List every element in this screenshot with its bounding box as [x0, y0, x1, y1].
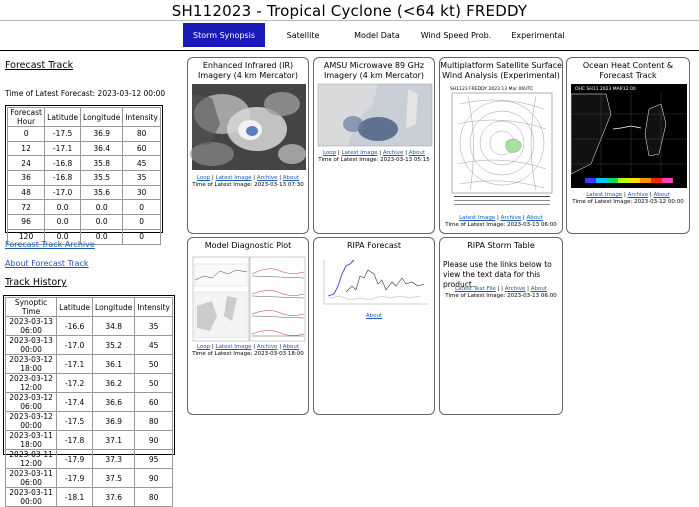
- ohc-image-label: OHC SH11 2023 MAR12 00: [575, 87, 636, 92]
- col-synoptic-time: Synoptic Time: [6, 298, 57, 317]
- ohc-about-link[interactable]: About: [653, 192, 670, 198]
- ohc-image[interactable]: [571, 84, 687, 188]
- cell: 35.5: [81, 171, 123, 186]
- cell: 45: [123, 156, 161, 171]
- ripa-table-time: Time of Latest Image: 2023-03-13 06:00: [445, 293, 557, 299]
- wind-card-title: Multiplatform Satellite Surface Wind Analysis (Experimental): [440, 61, 562, 80]
- amsu-imagery-card: [313, 57, 435, 234]
- table-row: [6, 412, 173, 431]
- cell: 60: [135, 393, 173, 412]
- amsu-loop-link[interactable]: Loop: [322, 150, 337, 156]
- cell: -17.1: [45, 141, 81, 156]
- diag-loop-link[interactable]: Loop: [196, 344, 211, 350]
- amsu-about-link[interactable]: About: [408, 150, 426, 156]
- amsu-archive-link[interactable]: Archive: [382, 150, 404, 156]
- ir-about-link[interactable]: About: [282, 175, 300, 181]
- cell: -16.8: [45, 156, 81, 171]
- ripa-table-about-link[interactable]: About: [530, 286, 547, 292]
- cell: 2023-03-13 00:00: [6, 336, 57, 355]
- cell: 0.0: [81, 215, 123, 230]
- ripa-forecast-image[interactable]: [320, 256, 432, 310]
- cell: 0: [123, 200, 161, 215]
- cell: -17.0: [45, 185, 81, 200]
- diag-plot-image[interactable]: [192, 256, 306, 342]
- ir-imagery-card: [187, 57, 309, 234]
- ripa-storm-table-card: [439, 237, 563, 415]
- cell: -17.5: [57, 412, 93, 431]
- cell: 35.6: [81, 185, 123, 200]
- tab-model-data[interactable]: Model Data: [354, 30, 400, 40]
- cell: 0: [123, 229, 161, 244]
- forecast-table: [7, 107, 161, 245]
- ripa-card-title: RIPA Forecast: [346, 241, 402, 250]
- cell: 2023-03-12 18:00: [6, 355, 57, 374]
- ohc-card-title: Ocean Heat Content & Forecast Track: [582, 61, 674, 80]
- ohc-archive-link[interactable]: Archive: [627, 192, 649, 198]
- col-latitude: Latitude: [45, 108, 81, 127]
- table-row: [6, 374, 173, 393]
- track-history-heading: Track History: [5, 277, 67, 288]
- col-intensity: Intensity: [135, 298, 173, 317]
- cell: 2023-03-11 12:00: [6, 450, 57, 469]
- ir-card-title: Enhanced Infrared (IR) Imagery (4 km Mercator): [197, 61, 299, 80]
- cell: -17.5: [45, 127, 81, 142]
- cell: -16.6: [57, 317, 93, 336]
- cell: -17.2: [57, 374, 93, 393]
- cell: 36.6: [93, 393, 135, 412]
- amsu-links: Loop | Latest Image | Archive | About: [322, 150, 426, 156]
- ir-archive-link[interactable]: Archive: [256, 175, 278, 181]
- cell: 35: [135, 317, 173, 336]
- wind-time: Time of Latest Image: 2023-03-13 06:00: [445, 222, 557, 228]
- cell: 0.0: [45, 200, 81, 215]
- cell: 2023-03-11 06:00: [6, 469, 57, 488]
- ohc-links: Latest Image | Archive | About: [586, 192, 670, 198]
- cell: 50: [135, 355, 173, 374]
- amsu-card-title: AMSU Microwave 89 GHz Imagery (4 km Mercator): [323, 61, 425, 80]
- cell: 24: [8, 156, 45, 171]
- cell: 37.6: [93, 488, 135, 507]
- cell: 0: [8, 127, 45, 142]
- diag-card-title: Model Diagnostic Plot: [204, 241, 292, 250]
- cell: 37.1: [93, 431, 135, 450]
- cell: 80: [135, 412, 173, 431]
- ir-time: Time of Latest Image: 2023-03-13 07:30: [192, 182, 304, 188]
- table-row: [6, 431, 173, 450]
- cell: 90: [135, 469, 173, 488]
- cell: 36.2: [93, 374, 135, 393]
- ripa-table-title: RIPA Storm Table: [467, 241, 535, 250]
- diag-links: Loop | Latest Image | Archive | About: [196, 344, 300, 350]
- table-row: [8, 185, 161, 200]
- diag-about-link[interactable]: About: [282, 344, 300, 350]
- table-row: [6, 450, 173, 469]
- forecast-track-archive-link[interactable]: Forecast Track Archive: [5, 240, 95, 249]
- ripa-table-description: Please use the links below to view the text data for this product.: [443, 260, 552, 289]
- track-history-table: [5, 297, 173, 507]
- ripa-text-file-link[interactable]: Latest Text File: [454, 286, 496, 292]
- forecast-track-section: [5, 60, 175, 71]
- cell: 2023-03-11 00:00: [6, 488, 57, 507]
- col-latitude: Latitude: [57, 298, 93, 317]
- ripa-links: [314, 313, 434, 319]
- model-diagnostic-card: [187, 237, 309, 415]
- col-longitude: Longitude: [93, 298, 135, 317]
- ir-links: Loop | Latest Image | Archive | About: [196, 175, 300, 181]
- cell: 37.5: [93, 469, 135, 488]
- tab-storm-synopsis[interactable]: Storm Synopsis: [183, 23, 265, 47]
- ripa-about-link[interactable]: About: [365, 313, 383, 319]
- cell: 0: [123, 215, 161, 230]
- table-row: [8, 200, 161, 215]
- cell: 30: [123, 185, 161, 200]
- cell: 2023-03-12 00:00: [6, 412, 57, 431]
- cell: 0.0: [45, 229, 81, 244]
- wind-analysis-image[interactable]: [448, 84, 556, 212]
- ir-latest-image-link[interactable]: Latest Image: [215, 175, 252, 181]
- cell: 80: [135, 488, 173, 507]
- table-header: [6, 298, 173, 317]
- table-row: [8, 171, 161, 186]
- cell: 0.0: [81, 200, 123, 215]
- cell: 0.0: [81, 229, 123, 244]
- cell: -17.8: [57, 431, 93, 450]
- cell: 36: [8, 171, 45, 186]
- table-row: [6, 336, 173, 355]
- cell: -17.9: [57, 469, 93, 488]
- table-row: [6, 393, 173, 412]
- cell: 2023-03-13 06:00: [6, 317, 57, 336]
- cell: 37.3: [93, 450, 135, 469]
- cell: -18.1: [57, 488, 93, 507]
- cell: 120: [8, 229, 45, 244]
- cell: 35.8: [81, 156, 123, 171]
- forecast-time: Time of Latest Forecast: 2023-03-12 00:00: [5, 89, 166, 98]
- about-forecast-track-link[interactable]: About Forecast Track: [5, 259, 89, 268]
- cell: 36.9: [93, 412, 135, 431]
- cell: 35: [123, 171, 161, 186]
- table-row: [6, 355, 173, 374]
- ripa-table-links: Latest Text File | | Archive | About: [454, 286, 547, 292]
- cell: 2023-03-11 18:00: [6, 431, 57, 450]
- table-row: [8, 156, 161, 171]
- wind-archive-link[interactable]: Archive: [500, 215, 522, 221]
- cell: 34.8: [93, 317, 135, 336]
- tab-experimental[interactable]: Experimental: [511, 30, 565, 40]
- table-row: [6, 469, 173, 488]
- tab-satellite[interactable]: Satellite: [286, 30, 320, 40]
- cell: 60: [123, 141, 161, 156]
- ocean-heat-content-card: [566, 57, 690, 234]
- table-row: [8, 127, 161, 142]
- table-row: [6, 317, 173, 336]
- cell: 80: [123, 127, 161, 142]
- cell: 50: [135, 374, 173, 393]
- forecast-track-heading: Forecast Track: [5, 60, 74, 71]
- cell: -17.0: [57, 336, 93, 355]
- cell: 2023-03-12 12:00: [6, 374, 57, 393]
- ohc-latest-image-link[interactable]: Latest Image: [586, 192, 623, 198]
- cell: 0.0: [45, 215, 81, 230]
- ripa-table-archive-link[interactable]: Archive: [504, 286, 526, 292]
- cell: 72: [8, 200, 45, 215]
- cell: 90: [135, 431, 173, 450]
- cell: 96: [8, 215, 45, 230]
- table-row: [8, 215, 161, 230]
- cell: 36.9: [81, 127, 123, 142]
- cell: 45: [135, 336, 173, 355]
- table-row: [8, 141, 161, 156]
- amsu-satellite-image[interactable]: [318, 84, 432, 146]
- title-divider: [0, 20, 699, 21]
- ir-loop-link[interactable]: Loop: [196, 175, 211, 181]
- wind-image-label: SH1123 FREDDY 2023 13 Mar 06UTC: [450, 87, 534, 92]
- cell: 36.1: [93, 355, 135, 374]
- ripa-forecast-card: [313, 237, 435, 415]
- cell: 36.4: [81, 141, 123, 156]
- wind-analysis-card: [439, 57, 563, 234]
- wind-latest-image-link[interactable]: Latest Image: [459, 215, 496, 221]
- amsu-latest-image-link[interactable]: Latest Image: [341, 150, 378, 156]
- diag-latest-image-link[interactable]: Latest Image: [215, 344, 252, 350]
- ir-satellite-image[interactable]: [192, 84, 306, 170]
- cell: 35.2: [93, 336, 135, 355]
- wind-about-link[interactable]: About: [526, 215, 543, 221]
- cell: 2023-03-12 06:00: [6, 393, 57, 412]
- table-header: [8, 108, 161, 127]
- cell: 48: [8, 185, 45, 200]
- wind-links: Latest Image | Archive | About: [459, 215, 543, 221]
- cell: -17.4: [57, 393, 93, 412]
- table-row: [6, 488, 173, 507]
- nav-divider: [0, 50, 699, 51]
- nav-bar: [183, 23, 577, 47]
- track-history-section: [5, 277, 175, 288]
- page-title: SH112023 - Tropical Cyclone (<64 kt) FREDDY: [171, 2, 528, 20]
- cell: -17.9: [57, 450, 93, 469]
- cell: 12: [8, 141, 45, 156]
- col-forecast-hour: Forecast Hour: [8, 108, 45, 127]
- diag-archive-link[interactable]: Archive: [256, 344, 278, 350]
- cell: -17.1: [57, 355, 93, 374]
- tab-wind-speed-prob[interactable]: Wind Speed Prob.: [420, 30, 492, 40]
- cell: -16.8: [45, 171, 81, 186]
- cell: 95: [135, 450, 173, 469]
- diag-time: Time of Latest Image: 2023-03-03 18:00: [192, 351, 304, 357]
- col-intensity: Intensity: [123, 108, 161, 127]
- amsu-time: Time of Latest Image: 2023-03-13 05:15: [318, 157, 430, 163]
- col-longitude: Longitude: [81, 108, 123, 127]
- ohc-time: Time of Latest Image: 2023-03-12 00:00: [572, 199, 684, 205]
